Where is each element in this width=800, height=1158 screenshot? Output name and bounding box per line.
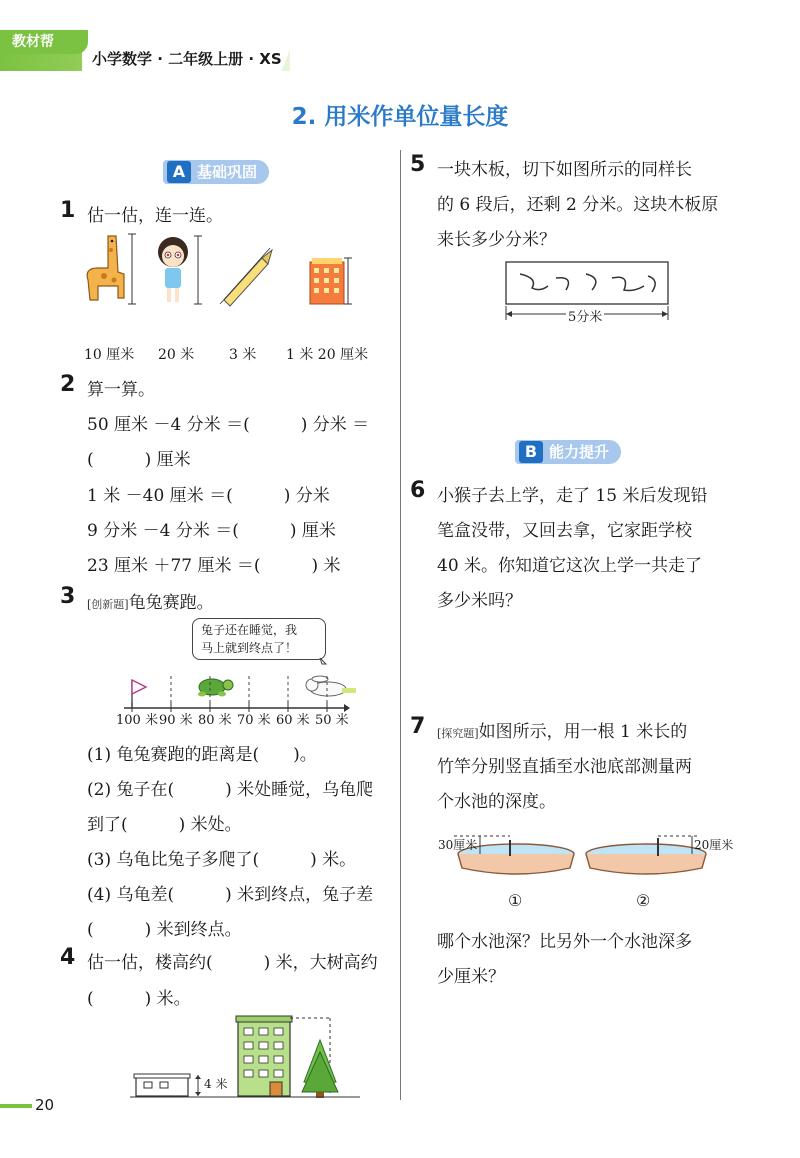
question-7-number: 7: [410, 714, 426, 739]
q2-line-3: 1 米 －40 厘米 ＝( ) 分米: [87, 486, 330, 506]
page-number: 20: [35, 1096, 55, 1114]
pool-1-depth-label: 30厘米: [438, 838, 478, 852]
q6-line-3: 40 米。你知道它这次上学一共走了: [437, 556, 703, 576]
section-a-label: 基础巩固: [197, 163, 258, 181]
speech-bubble: [192, 618, 326, 660]
q1-option-3: 3 米: [229, 347, 257, 363]
tick-label-90: 90 米: [159, 713, 193, 728]
tick-label-80: 80 米: [198, 713, 232, 728]
height-label: 4 米: [204, 1077, 228, 1091]
q6-line-2: 笔盒没带，又回去拿，它家距学校: [437, 521, 692, 541]
column-divider: [400, 150, 401, 1100]
page-number-bar: [0, 1104, 32, 1108]
section-a-letter: A: [167, 161, 191, 183]
tick-label-100: 100 米: [116, 713, 158, 728]
question-3-heading: [87, 588, 214, 613]
q1-option-1: 10 厘米: [84, 347, 135, 363]
question-1-number: 1: [60, 198, 76, 223]
q7-question-2: 少厘米？: [437, 967, 505, 987]
question-2-text: 算一算。: [87, 380, 155, 400]
question-1-text: 估一估，连一连。: [87, 206, 223, 226]
question-4-number: 4: [60, 945, 76, 970]
board-length-label: 5分米: [566, 306, 604, 325]
q7-question-1: 哪个水池深？比另外一个水池深多: [437, 932, 692, 952]
giraffe-icon: [87, 236, 124, 300]
tall-building-icon: [236, 1016, 292, 1096]
q5-line-2: 的 6 段后，还剩 2 分米。这块木板原: [437, 195, 719, 215]
pools-diagram: [436, 826, 748, 886]
rabbit-icon: [306, 676, 356, 696]
q2-line-1: 50 厘米 －4 分米 ＝( ) 分米 ＝: [87, 415, 370, 435]
question-6-number: 6: [410, 478, 426, 503]
small-house-icon: [134, 1074, 190, 1096]
tick-label-60: 60 米: [276, 713, 310, 728]
flag-icon: [132, 680, 146, 708]
building-icon: [310, 258, 344, 304]
pool-1-marker: ①: [508, 891, 523, 910]
q3-tag: [创新题]: [87, 598, 129, 611]
book-title: 小学数学 · 二年级上册 · XS: [92, 50, 282, 68]
question-2-number: 2: [60, 372, 76, 397]
pool-2-icon: [586, 838, 706, 874]
q7-line-1: [437, 717, 687, 742]
tick-label-70: 70 米: [237, 713, 271, 728]
tick-label-50: 50 米: [315, 713, 349, 728]
question-1-illustration: [78, 228, 378, 314]
q2-line-5: 23 厘米 ＋77 厘米 ＝( ) 米: [87, 556, 341, 576]
section-a-header: [163, 160, 269, 184]
q3-line-2: (2) 兔子在( ) 米处睡觉，乌龟爬: [87, 780, 374, 800]
q7-line-3: 个水池的深度。: [437, 792, 556, 812]
q2-line-4: 9 分米 －4 分米 ＝( ) 厘米: [87, 521, 336, 541]
girl-icon: [158, 237, 188, 302]
section-b-label: 能力提升: [549, 443, 610, 461]
q2-line-2: ( ) 厘米: [87, 450, 191, 470]
q6-line-1: 小猴子去上学，走了 15 米后发现铅: [437, 486, 708, 506]
q3-line-3: 到了( ) 米处。: [87, 815, 242, 835]
q1-option-4: 1 米 20 厘米: [286, 347, 369, 363]
q3-text: 龟兔赛跑。: [128, 593, 214, 613]
q4-line-2: ( ) 米。: [87, 989, 191, 1009]
speech-line-2: 马上就到终点了！: [201, 641, 298, 655]
ruler-icon: [224, 250, 272, 306]
series-badge: 教材帮: [0, 30, 88, 54]
turtle-icon: [198, 679, 233, 697]
section-b-header: [515, 440, 621, 464]
q7-line-2: 竹竿分别竖直插至水池底部测量两: [437, 757, 692, 777]
tree-icon: [302, 1040, 338, 1098]
q4-line-1: 估一估，楼高约( ) 米，大树高约: [87, 953, 378, 973]
q1-option-2: 20 米: [158, 347, 195, 363]
q3-line-4: (3) 乌龟比兔子多爬了( ) 米。: [87, 850, 357, 870]
building-and-tree-illustration: [130, 1012, 370, 1100]
speech-line-1: 兔子还在睡觉，我: [201, 623, 298, 637]
q3-line-1: (1) 龟兔赛跑的距离是( )。: [87, 745, 317, 765]
q3-line-5: (4) 乌龟差( ) 米到终点，兔子差: [87, 885, 374, 905]
page-title: 2. 用米作单位量长度: [291, 104, 509, 130]
pool-2-marker: ②: [636, 891, 651, 910]
question-3-number: 3: [60, 584, 76, 609]
section-b-letter: B: [519, 441, 543, 463]
q5-line-1: 一块木板，切下如图所示的同样长: [437, 160, 692, 180]
question-5-number: 5: [410, 152, 426, 177]
q7-text-1: 如图所示，用一根 1 米长的: [478, 722, 688, 742]
pool-2-depth-label: 20厘米: [694, 838, 734, 852]
q7-tag: [探究题]: [437, 727, 479, 740]
q3-line-6: ( ) 米到终点。: [87, 920, 242, 940]
q6-line-4: 多少米吗？: [437, 591, 522, 611]
q5-line-3: 来长多少分米？: [437, 230, 556, 250]
